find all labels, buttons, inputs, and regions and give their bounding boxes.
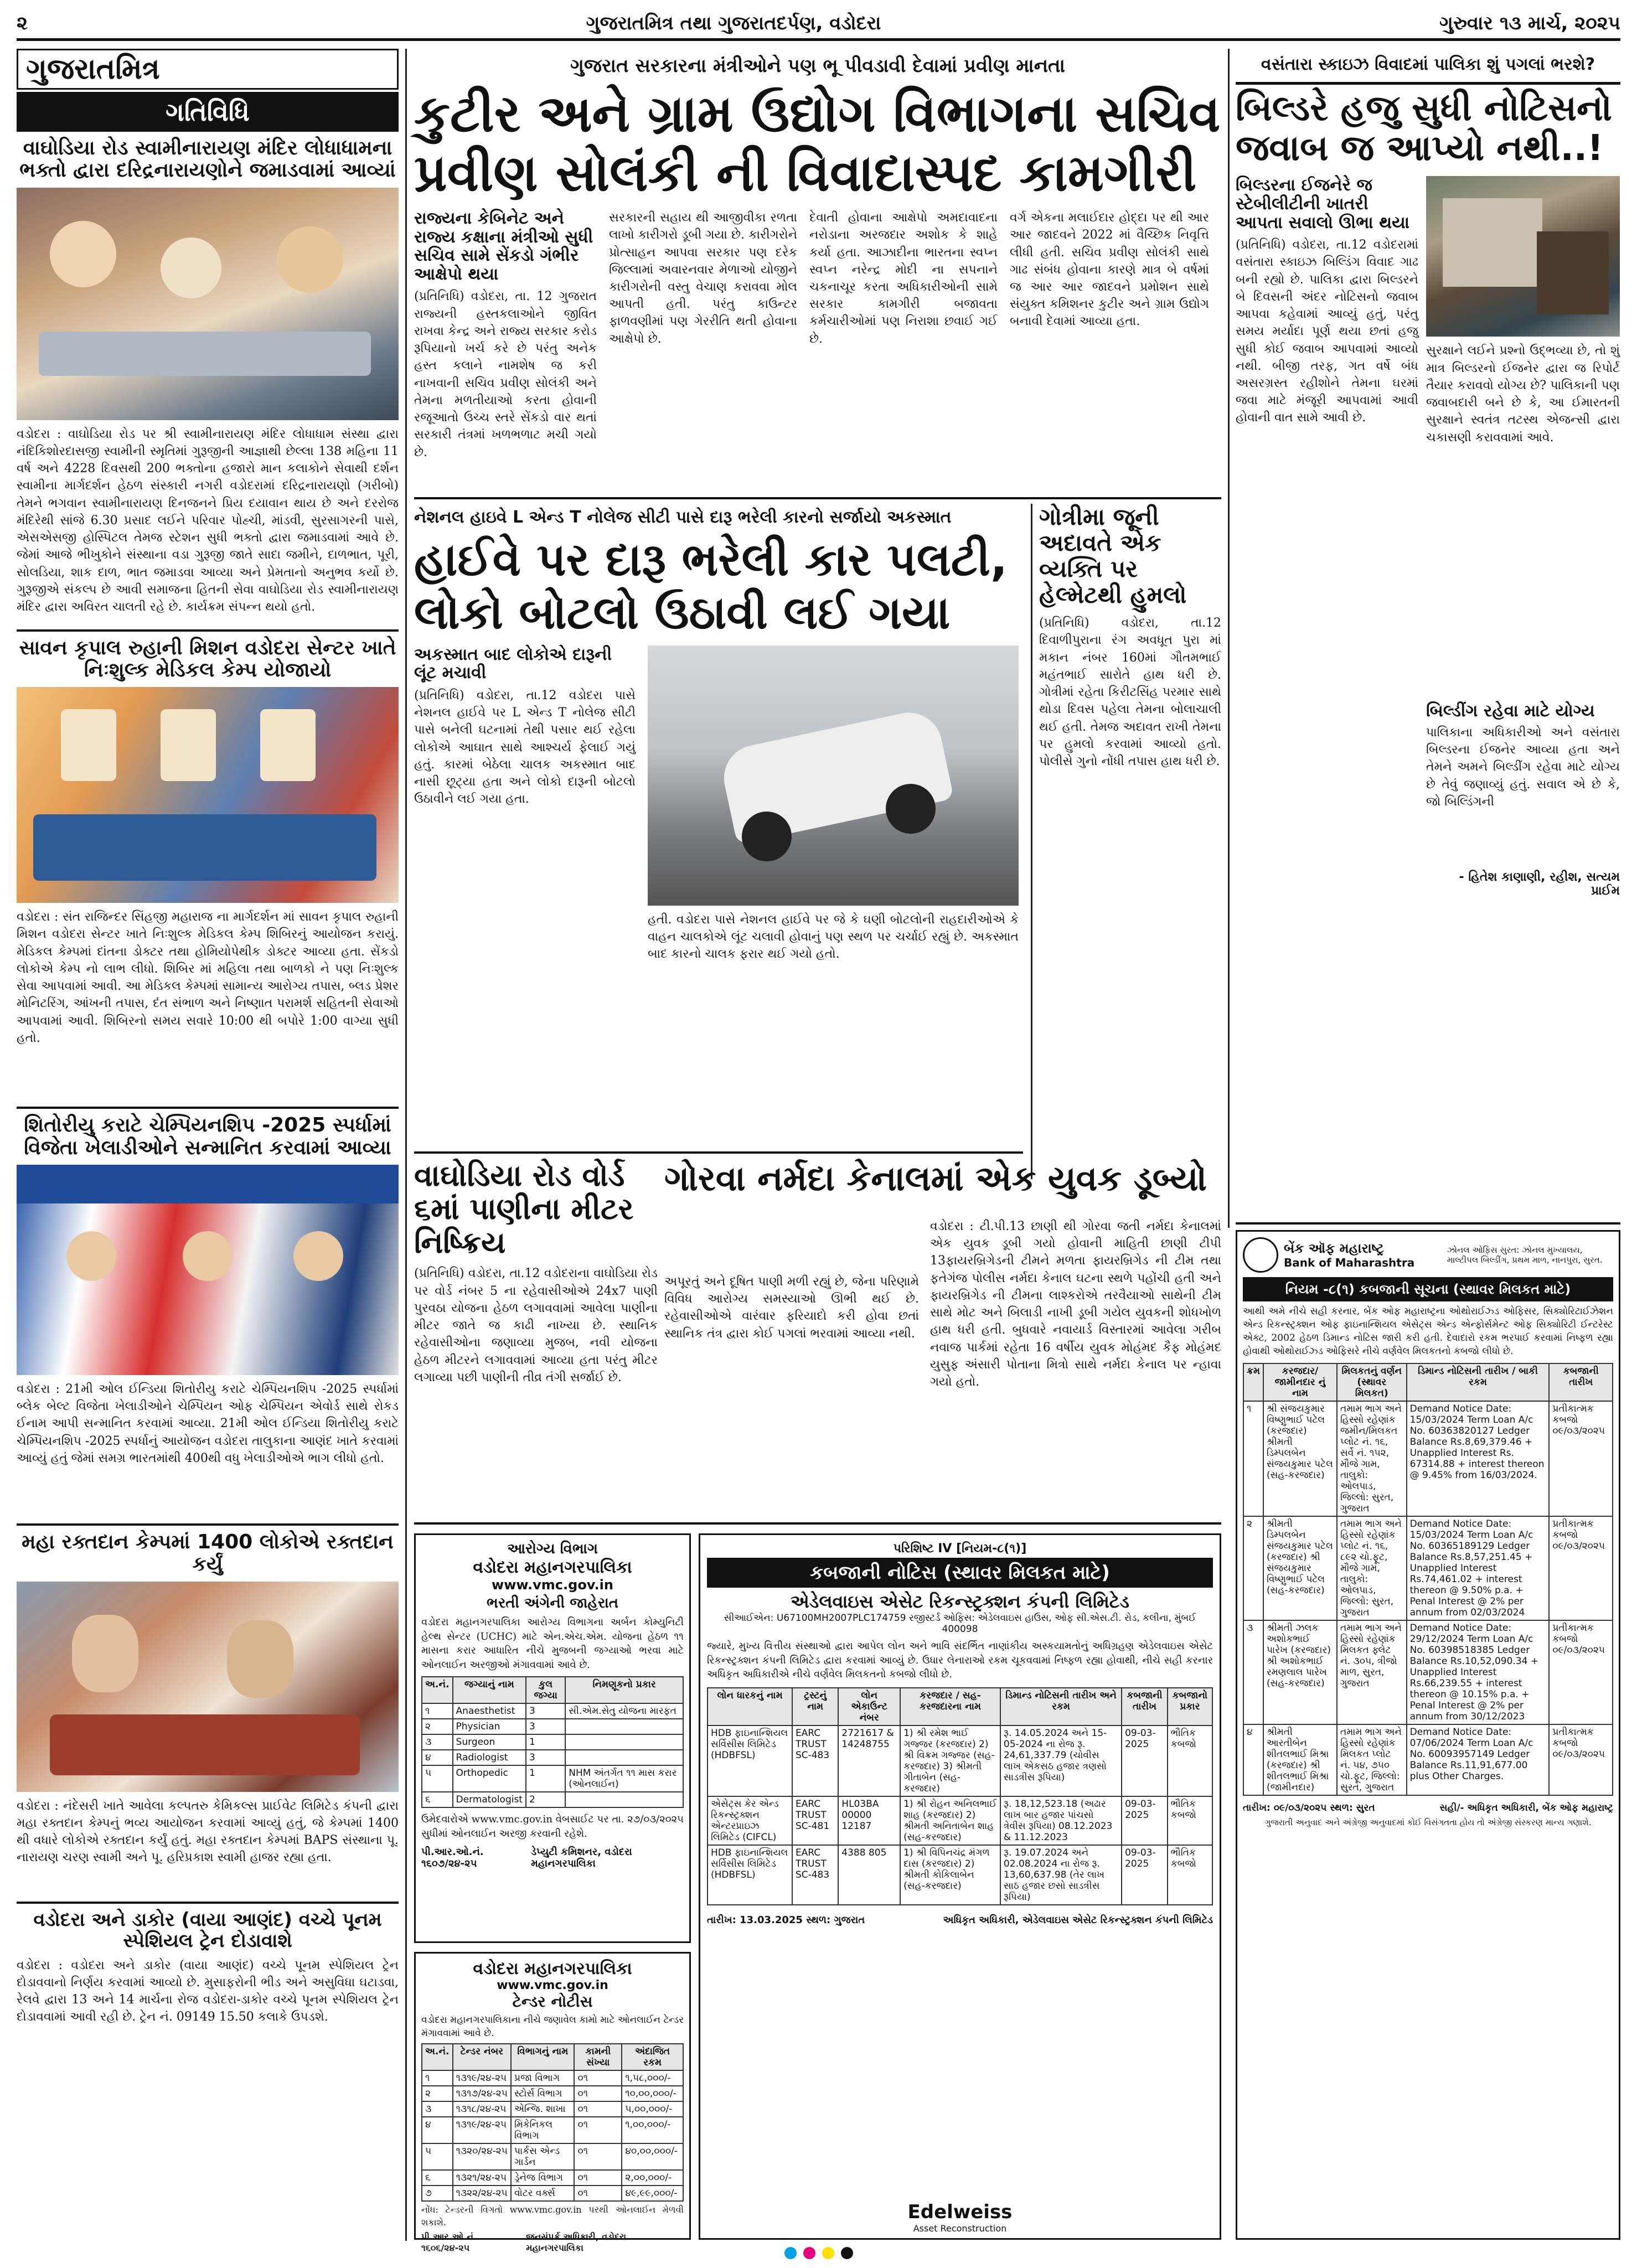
vmc-health-org: વડોદરા મહાનગરપાલિકા (473, 1558, 632, 1577)
table-row: ૬ Dermatologist 2 (422, 1792, 683, 1807)
divider (414, 497, 1221, 499)
gorva-body: વડોદરા : ટી.પી.13 છાણી થી ગોરવા જતી નર્મદા કેનાલમાં એક યુવક ડૂબી ગયો હોવાની માહિતી છાણી ટીપી 13ફાયરબ્રિગેડની ટીમને મળતા ફાયરબ્રિગેડ ની ટીમ તથા ફતેગંજ પોલીસ નર્મદા કેનાલ ઘટના સ્થળે પહોંચી હતી અને ફાયરબ્રિગેડ ની ટીમના લાશ્કરોએ તરવૈયાઓ સાથેની ટીમ સાથે મોટ અને બિલાડી નાખી ડૂબી ગયેલ યુવકની શોધખોળ હાથ ધરી હતી. બુધવારે નવાયાર્ડ વિસ્તારમાં આવેલા ગરીબ નવાજ પાર્કમાં રહેતા 16 વર્ષીય યુવક મોહંમદ કૈફ મોહંમદ યુસુફ અંસારી પોતાના મિત્રો સાથે નર્મદા કેનાલ પર ન્હાવા ગયો હતો. (930, 1220, 1221, 1389)
table-header: અંદાજિત રકમ (622, 2044, 683, 2070)
bank-name-gu: બેંક ઑફ મહારાષ્ટ્ર (1284, 1241, 1384, 1256)
table-header: અ.નં. (422, 2044, 453, 2070)
table-header: કામની સંખ્યા (574, 2044, 622, 2070)
table-row: ૨ શ્રીમતી ડિમ્પલબેન સંજયકુમાર પટેલ (કરજદાર) શ્રી સંજયકુમાર વિષ્ણુભાઈ પટેલ (સહ-કરજદાર) તમામ ભાગ અને હિસ્સો રહેણાંક પ્લોટ નં. ૧૬, ૮૯૨ ચો.ફૂટ, મૌજે ગામ, તાલુકો: ઓલપાડ, જિલ્લો: સુરત, ગુજરાત Demand Notice Date: 15/03/2024 Term Loan A/c No. 60365189129 Ledger Balance Rs.8,57,251.45 + Unapplied Interest Rs.74,461.02 + interest thereon @ 9.50% p.a. + Penal Interest @ 2% per annum from 02/03/2024 પ્રતીકાત્મક કબજો ૦૯/૦૩/૨૦૨૫ (1243, 1516, 1613, 1620)
vmc-health-ref: પી.આર.ઓ.નં. ૧૬૦૭/૨૪-૨૫ (421, 1846, 484, 1870)
story-blood-photo (17, 1582, 399, 1792)
builder-photo (1426, 176, 1620, 337)
gorva-headline: ગોરવા નર્મદા કેનાલમાં એક યુવક ડૂબ્યો (664, 1158, 1207, 1198)
story-temple-photo (17, 188, 399, 420)
bank-notice-intro: આથી અમે નીચે સહી કરનાર, બેંક ઓફ મહારાષ્ટ્રના ઓથોરાઈઝ્ડ ઓફિસર, સિક્યોરિટાઈઝેશન એન્ડ રિકન્સ્ટ્રક્શન ઓફ ફાઇનાન્શિયલ એસેટ્સ એન્ડ એન્ફોર્સમેન્ટ ઓફ સિક્યોરિટી ઈન્ટરેસ્ટ એક્ટ, 2002 હેઠળ ડિમાન્ડ નોટિસ જારી કરી હતી. દેવાદારો રકમ ભરપાઈ કરવામાં નિષ્ફળ રહ્યા હોવાથી ઓથોરાઈઝ્ડ ઓફિસરે નીચે વર્ણવેલ મિલકતનો કબજો લીધો છે. (1243, 1306, 1613, 1357)
edelweiss-title: કબજાની નોટિસ (સ્થાવર મિલકત માટે) (707, 1558, 1213, 1588)
story-temple-headline: વાઘોડિયા રોડ સ્વામીનારાયણ મંદિર લોધાધામના ભક્તો દ્વારા દરિદ્રનારાયણોને જમાડવામાં આવ્યાં (19, 137, 396, 182)
edelweiss-notice (699, 1533, 1221, 2240)
table-row: ૩ ૧૩૧૮/૨૪-૨૫ એન્જિ. શાખા ૦૧ ૫,૦૦,૦૦૦/- (422, 2101, 683, 2117)
vmc-tender-web: www.vmc.gov.in (497, 1978, 608, 1992)
bank-office: ઝોનલ ઓફિસ સુરત: ઝોનલ મુખ્યાલય, માલ્ટીપલ બિલ્ડીંગ, પ્રથમ માળ, નાનપુરા, સુરત. (1447, 1245, 1603, 1265)
table-header: ટ્રસ્ટનું નામ (792, 1688, 838, 1725)
page-number: ૨ (17, 12, 28, 34)
table-header: નિમણૂકનો પ્રકાર (565, 1677, 683, 1703)
builder-headline-line1: બિલ્ડરે હજુ સુધી નોટિસનો (1236, 82, 1620, 129)
table-row: ૪ શ્રીમતી આરતીબેન શીતલભાઈ મિશ્રા (કરજદાર) શ્રી શીતલભાઈ મિશ્રા (જામીનદાર) તમામ ભાગ અને હિસ્સો રહેણાંક મિલકત પ્લોટ નં. ૫૪, ૭૫૦ ચો.ફૂટ, જિલ્લો: સુરત, ગુજરાત Demand Notice Date: 07/06/2024 Term Loan A/c No. 60093957149 Ledger Balance Rs.11,91,677.00 plus Other Charges. પ્રતીકાત્મક કબજો ૦૯/૦૩/૨૦૨૫ (1243, 1724, 1613, 1795)
story-blood-headline: મહા રક્તદાન કેમ્પમાં 1400 લોકોએ રક્તદાન કર્યું (22, 1530, 394, 1576)
divider (17, 1523, 399, 1526)
divider (17, 1107, 399, 1109)
story-medical (17, 637, 399, 1103)
bank-logo-icon (1243, 1237, 1278, 1273)
builder-body: (પ્રતિનિધિ) વડોદરા, તા.12 વડોદરામાં વસંતારા સ્કાઇઝ બિલ્ડિંગ વિવાદ ગાઢ બની રહ્યો છે. પાલિકા દ્વારા બિલ્ડરને બે દિવસની અંદર નોટિસનો જવાબ આપવા કહેવામાં આવ્યું હતું, પરંતુ સમય મર્યાદા પૂર્ણ થયા છતાં હજુ સુધી કોઈ જવાબ આપવામાં આવ્યો નથી. બીજી તરફ, ગત વર્ષે બંધ અસરગ્રસ્ત રહીશોને તેમના ઘરમાં જવા માટે મંજૂરી આપવામાં આવી હોવાની વાત સામે આવી છે. (1236, 238, 1418, 425)
section-label: ગતિવિધિ (17, 92, 399, 132)
builder-sub-headline: બિલ્ડીંગ રહેવા માટે યોગ્ય (1426, 701, 1595, 721)
story-blood-body: વડોદરા : નંદેસરી ખાતે આવેલા કલ્પતરુ કેમિકલ્સ પ્રાઈવેટ લિમિટેડ કંપની દ્વારા મહા રક્તદાન કેમ્પનું ભવ્ય આયોજન કરવામાં આવ્યું હતું, જે કેમ્પમાં 1400 થી વધારે લોકોએ રક્તદાન કર્યું હતું. મહા રક્તદાન કેમ્પમાં BAPS સંસ્થાના પૂ. નારાયણ ચરણ સ્વામી અને પૂ. હરિપ્રકાશ સ્વામી હાજર રહ્યા હતા. (17, 1799, 399, 1865)
story-temple (17, 137, 399, 625)
vmc-health-footer: ઉમેદવારોએ www.vmc.gov.in વેબસાઈટ પર તા. ૨૭/૦૩/૨૦૨૫ સુધીમાં ઓનલાઈન અરજી કરવાની રહેશે. (421, 1814, 684, 1840)
builder-story (1236, 51, 1620, 1213)
builder-deck: બિલ્ડરના ઈજનેરે જ સ્ટેબીલીટીની ખાતરી આપતા સવાલો ઊભા થયા (1236, 175, 1410, 233)
vmc-tender-footer: નોંધ: ટેન્ડરની વિગતો www.vmc.gov.in પરથી ઓનલાઈન મેળવી શકાશે. (421, 2204, 684, 2228)
table-row: ૧ Anaesthetist 3 સી.એમ.સેતુ યોજના મારફત (422, 1703, 683, 1719)
edelweiss-address: સીઆઈએન: U67100MH2007PLC174759 રજીસ્ટર્ડ ઓફિસ: એડેલવાઇસ હાઉસ, ઓફ સી.એસ.ટી. રોડ, કલીના, મુંબઈ 400098 (724, 1613, 1196, 1635)
gotri-headline: ગોત્રીમા જૂની અદાવતે એક વ્યક્તિ પર હેલ્મેટથી હુમલો (1039, 503, 1187, 609)
builder-headline-line2: જવાબ જ આપ્યો નથી..! (1236, 127, 1604, 169)
table-header: કરજદાર/જામીનદાર નું નામ (1263, 1363, 1337, 1401)
table-row: ૫ Orthopedic 1 NHM અંતર્ગત ૧૧ માસ કરાર (ઓનલાઈન) (422, 1765, 683, 1792)
table-row: HDB ફાઇનાન્શિયલ સર્વિસીસ લિમિટેડ (HDBFSL) EARC TRUST SC-483 2721617 & 14248755 1) શ્રી રમેશ ભાઈ ગજ્જર (કરજદાર) 2) શ્રી વિક્રમ ગજ્જર (સહ-કરજદાર) 3) શ્રીમતી ગીતાબેન (સહ-કરજદાર) રૂ. 14.05.2024 અને 15-05-2024 ના રોજ રૂ. 24,61,337.79 (ચોવીસ લાખ એકસઠ હજાર ત્રણસો સાડત્રીસ રૂપિયા) 09-03-2025 ભૌતિક કબજો (708, 1725, 1212, 1796)
builder-kicker: વસંતારા સ્કાઇઝ વિવાદમાં પાલિકા શું પગલાં ભરશે? (1261, 55, 1595, 74)
builder-byline: - હિતેશ કાણાણી, રહીશ, સત્યમ પ્રાઈમ (1459, 870, 1620, 898)
table-row: ૬ ૧૩૨૧/૨૪-૨૫ ડ્રેનેજ વિભાગ ૦૧ ૨,૦૦,૦૦૦/- (422, 2170, 683, 2186)
story-blood (17, 1531, 399, 1897)
table-header: લોન ધારકનું નામ (708, 1688, 792, 1725)
story-karate-photo (17, 1165, 399, 1375)
accident-tag: નેશનલ હાઇવે L એન્ડ T નોલેજ સીટી પાસે દારૂ ભરેલી કારનો સર્જાયો અકસ્માત (414, 508, 952, 527)
divider (17, 1902, 399, 1904)
table-row: ૫ ૧૩૨૦/૨૪-૨૫ પાર્કસ એન્ડ ગાર્ડન ૦૧ ૪૦,૦૦,૦૦૦/- (422, 2143, 683, 2170)
edelweiss-logo-sub: Asset Reconstruction (913, 2223, 1007, 2234)
gotri-body: (પ્રતિનિધિ) વડોદરા, તા.12 દિવાળીપુરાના રંગ અવધૂત પુરા માં મકાન નંબર 160માં ગૌતમભાઈ મહંતભાઈ સારોતે હાથ ધરી છે. ગોત્રીમાં રહેતા કિરીટસિંહ પરમાર સાથે થોડા દિવસ પહેલા તેમના બોલાચાલી થઈ હતી. તેમજ અદાવત રાખી તેમના પર હુમલો કરવામાં આવ્યો હતો. પોલીસે ગુનો નોંધી તપાસ હાથ ધરી છે. (1039, 616, 1221, 768)
waghodia-story (414, 1159, 658, 1513)
divider (414, 1151, 1023, 1154)
story-train-body: વડોદરા : વડોદરા અને ડાકોર (વાયા આણંદ) વચ્ચે પૂનમ સ્પેશિયલ ટ્રેન દોડાવવાનો નિર્ણય કરવામાં આવ્યો છે. મુસાફરોની ભીડ અને અસુવિધા ઘટાડવા, રેલવે દ્વારા 13 અને 14 માર્ચના રોજ વડોદરા-ડાકોર વચ્ચે પૂનમ સ્પેશિયલ ટ્રેન દોડાવવામાં આવી રહી છે. ટ્રેન નં. 09149 15.50 કલાકે ઉપડશે. (17, 1958, 399, 2024)
story-medical-body: વડોદરા : સંત રાજિન્દર સિંહજી મહારાજ ના માર્ગદર્શન માં સાવન કૃપાલ રુહાની મિશન વડોદરા સેન્ટર ખાતે નિઃશુલ્ક મેડિકલ કેમ્પ શિબિરનું આયોજન કરાયું. મેડિકલ કેમ્પમાં દાંતના ડોક્ટર તથા હોમિયોપેથીક ડોક્ટર આવ્યા હતા. સેંકડો લોકોએ કેમ્પ નો લાભ લીધો. શિબિર માં મહિલા તથા બાળકો ને પણ નિઃશુલ્ક સેવા આપવામાં આવી. આ મેડિકલ કેમ્પમાં સામાન્ય આરોગ્ય તપાસ, બ્લડ પ્રેશર મોનિટરિંગ, આંખની તપાસ, દંત સંભાળ અને નિષ્ણાત પરામર્શ સહિતની સેવાઓ આપવામાં આવી. શિબિરનો સમય સવારે 10:00 થી બપોરે 1:00 વાગ્યા સુધી હતો. (17, 910, 399, 1045)
vmc-health-signer: ડેપ્યુટી કમિશનર, વડોદરા મહાનગરપાલિકા (531, 1846, 632, 1870)
vmc-tender-notice (414, 1952, 691, 2253)
table-header: ડિમાન્ડ નોટિસની તારીખ અને રકમ (1000, 1688, 1122, 1725)
vmc-health-table (421, 1676, 684, 1808)
accident-story (414, 504, 1023, 1179)
story-karate-body: વડોદરા : 21મી ઓલ ઈન્ડિયા શિતોરીયુ કરાટે ચેમ્પિયનશિપ -2025 સ્પર્ધામાં બ્લેક બેલ્ટ વિજેતા ખેલાડીઓને ચેમ્પિયન ઓફ ચેમ્પિયન એવોર્ડ સાથે રોકડ ઈનામ આપી સન્માનિત કરવામાં આવ્યા. 21મી ઓલ ઈન્ડિયા શિતોરીયુ કરાટે ચેમ્પિયનશિપ -2025 સ્પર્ધાનું આયોજન વડોદરા તાલુકાના આણંદ ખાતે કરવામાં આવ્યું હતું જેમાં સમગ્ર ભારતમાંથી 400થી વધુ ખેલાડીઓએ ભાગ લીધો હતો. (17, 1382, 399, 1465)
waghodia-body-2: અપૂરતું અને દૂષિત પાણી મળી રહ્યું છે, જેના પરિણામે વિવિધ આરોગ્ય સમસ્યાઓ ઊભી થઈ છે. રહેવાસીઓએ વારંવાર ફરિયાદો કરી હોવા છતાં સ્થાનિક તંત્ર દ્વારા કોઈ પગલાં ભરવામાં આવ્યા નથી. (664, 1275, 919, 1341)
vmc-tender-signer: જનસંપર્ક અધિકારી, વડોદરા મહાનગરપાલિકા (526, 2231, 627, 2253)
table-row: HDB ફાઇનાન્શિયલ સર્વિસીસ લિમિટેડ (HDBFSL) EARC TRUST SC-483 4388 805 1) શ્રી વિપિનચંદ્ર મંગળ દાસ (કરજદાર) 2) શ્રીમતી કોકિલાબેન (સહ-કરજદાર) રૂ. 19.07.2024 અને 02.08.2024 ના રોજ રૂ. 13,60,637.98 (તેર લાખ સાઠ હજાર છસો સાડત્રીસ રૂપિયા) 09-03-2025 ભૌતિક કબજો (708, 1845, 1212, 1905)
table-header: કબજાનો પ્રકાર (1168, 1688, 1212, 1725)
bank-notice-footnote: ગુજરાતી અનુવાદ અને અંગ્રેજી અનુવાદમાં કોઈ વિસંગતતા હોય તો અંગ્રેજી સંસ્કરણ માન્ય ગણાશે. (1264, 1817, 1592, 1827)
main-story (414, 51, 1221, 494)
vmc-tender-ref: પી.આર.ઓ.નં. ૧૬૦૬/૨૪-૨૫ (421, 2231, 477, 2253)
table-header: વિભાગનું નામ (511, 2044, 575, 2070)
table-header: મિલકતનું વર્ણન (સ્થાવર મિલકત) (1337, 1363, 1407, 1401)
accident-body: (પ્રતિનિધિ) વડોદરા, તા.12 વડોદરા પાસે નેશનલ હાઈવે પર L એન્ડ T નોલેજ સીટી પાસે બનેલી ઘટનામાં તેથી પસાર થઈ રહેલા લોકોએ આઘાત સાથે આશ્ચર્ય ફેલાઈ ગયું હતું. કારમાં બેઠેલા ચાલક અકસ્માત બાદ નાસી છૂટ્યા હતા અને લોકો દારૂની બોટલો ઉઠાવીને લઈ ગયા હતા. (414, 688, 636, 807)
vmc-health-notice (414, 1533, 691, 1943)
accident-headline-line2: લોકો બોટલો ઉઠાવી લઈ ગયા (414, 586, 951, 639)
divider (1236, 1222, 1620, 1225)
waghodia-body: (પ્રતિનિધિ) વડોદરા, તા.12 વડોદરાના વાઘોડિયા રોડ પર વોર્ડ નંબર 5 ના રહેવાસીઓએ 24x7 પાણી પુરવઠા યોજના હેઠળ લગાવવામાં આવેલા પાણીના મીટર જાતે જ કાઢી નાખ્યા છે. સ્થાનિક રહેવાસીઓના જણાવ્યા મુજબ, નવી યોજના હેઠળ મીટરને લગાવવામાં આવ્યા હતા પરંતુ મીટર લગાવ્યા પછી પાણીની તીવ્ર તંગી સર્જાઈ છે. (414, 1267, 658, 1384)
main-col1: (પ્રતિનિધિ) વડોદરા, તા. 12 ગુજરાત રાજ્યની હસ્તકલાઓને જીવિત રાખવા કેન્દ્ર અને રાજ્ય સરકાર કરોડ રૂપિયાનો ખર્ચ કરે છે પરંતુ અનેક હસ્ત કલાને નામશેષ જ કરી નાખવાની સચિવ પ્રવીણ સોલંકી અને તેમના મળતીયાઓ કરતા હોવાની રજૂઆતો ઉચ્ચ સ્તરે સેંકડો વાર થતાં સરકારી તંત્રમાં ખળભળાટ મચી ગયો છે. (414, 290, 597, 459)
edelweiss-company: એડેલવાઇસ એસેટ રિકન્સ્ટ્રક્શન કંપની લિમિટેડ (791, 1591, 1129, 1612)
waghodia-headline: વાઘોડિયા રોડ વોર્ડ ૬માં પાણીના મીટર નિષ્ક્રિય (414, 1158, 634, 1260)
vmc-health-title: ભરતી અંગેની જાહેરાત (487, 1595, 618, 1611)
table-header: કબજાની તારીખ (1122, 1688, 1168, 1725)
table-row: ૧ ૧૩૧૯/૨૪-૨૫ પ્રજા વિભાગ ૦૧ ૧,૫૮,૦૦૦/- (422, 2070, 683, 2086)
table-row: ૨ ૧૩૧૭/૨૪-૨૫ સ્ટોર્સ વિભાગ ૦૧ ૧૦,૦૦,૦૦૦/- (422, 2086, 683, 2101)
edelweiss-intro: જ્યારે, મુખ્ય વિત્તીય સંસ્થાઓ દ્વારા આપેલ લોન અને ભાવિ સંદર્ભિત નાણાંકીય અસ્કયામતોનું અધિગ્રહણ એડેલવાઇસ એસેટ રિકન્સ્ટ્રક્શન કંપની લિમિટેડ દ્વારા કરવામાં આવ્યું છે. ઉધાર લેનારાઓ રકમ ચૂકવવામાં નિષ્ફળ રહ્યા હોવાથી, નીચે સહી કરનાર અધિકૃત અધિકારીએ નીચે વર્ણવેલ મિલકતનો કબજો લીધો છે. (707, 1640, 1213, 1681)
divider (414, 1522, 1221, 1525)
table-header: ડિમાન્ડ નોટિસની તારીખ / બાકી રકમ (1407, 1363, 1550, 1401)
story-train-headline: વડોદરા અને ડાકોર (વાયા આણંદ) વચ્ચે પૂનમ સ્પેશિયલ ટ્રેન દોડાવાશે (33, 1908, 382, 1952)
story-karate (17, 1114, 399, 1519)
left-column (17, 49, 399, 2241)
main-col4: વર્ગ એકના મલાઈદાર હોદ્દા પર થી આર આર જાદવને 2022 માં વૈચ્છિક નિવૃત્તિ લીધી હતી. સચિવ પ્રવીણ સોલંકી સાથે ગાઢ સંબંધ હોવાના કારણે માત્ર બે વર્ષમાં જ આર આર જાદવને પ્રમોશન સાથે સંયુક્ત કમિશનર કુટીર અને ગ્રામ ઉદ્યોગ બનાવી દેવામાં આવ્યા હતા. (1010, 211, 1209, 329)
edelweiss-signature: અધિકૃત અધિકારી, એડેલવાઇસ એસેટ રિકન્સ્ટ્રક્શન કંપની લિમિટેડ (943, 1914, 1213, 1926)
column-divider (1228, 49, 1230, 1228)
bank-notice-title: નિયમ -૮(૧) કબજાની સૂચના (સ્થાવર મિલકત માટે) (1243, 1277, 1613, 1301)
vmc-tender-org: વડોદરા મહાનગરપાલિકા (473, 1959, 632, 1978)
edelweiss-table (707, 1687, 1213, 1905)
table-row: ૩ શ્રીમતી ઝલક અશોકભાઈ પારેખ (કરજદાર) શ્રી અશોકભાઈ રમણલાલ પારેખ (સહ-કરજદાર) તમામ ભાગ અને હિસ્સો રહેણાંક મિલકત ફ્લેટ નં. ૩૦૫, ત્રીજો માળ, સુરત, ગુજરાત Demand Notice Date: 29/12/2024 Term Loan A/c No. 60398518385 Ledger Balance Rs.10,52,090.34 + Unapplied Interest Rs.66,239.55 + interest thereon @ 10.15% p.a. + Penal Interest @ 2% per annum from 30/12/2023 પ્રતીકાત્મક કબજો ૦૯/૦૩/૨૦૨૫ (1243, 1620, 1613, 1724)
vmc-health-dept: આરોગ્ય વિભાગ (507, 1541, 598, 1557)
vmc-tender-title: ટેન્ડર નોટીસ (512, 1992, 593, 2011)
vmc-health-web: www.vmc.gov.in (492, 1577, 613, 1593)
table-header: લોન એકાઉન્ટ નંબર (838, 1688, 900, 1725)
table-header: ક્રમ (1243, 1363, 1263, 1401)
table-row: ૩ Surgeon 1 (422, 1734, 683, 1750)
table-row: ૪ Radiologist 3 (422, 1750, 683, 1765)
edelweiss-logo (700, 2201, 1220, 2234)
issue-date: ગુરુવાર ૧૩ માર્ચ, ૨૦૨૫ (1439, 12, 1620, 34)
gotri-story (1031, 504, 1221, 1179)
accident-body-2: હતી. વડોદરા પાસે નેશનલ હાઈવે પર જે કે ઘણી બોટલોની રાહદારીઓએ કે વાહન ચાલકોએ લૂંટ ચલાવી હોવાનું પણ સ્થળ પર ચર્ચાઈ રહ્યું છે. અકસ્માત બાદ કારનો ચાલક ફરાર થઈ ગયો હતો. (648, 912, 1019, 962)
print-registration-marks (0, 2247, 1637, 2261)
table-row: એસેટ્સ કેર એન્ડ રિકન્સ્ટ્રક્શન એન્ટરપ્રાઇઝ લિમિટેડ (CIFCL) EARC TRUST SC-481 HL03BA 00000 12187 1) શ્રી રોહન અનિલભાઈ શાહ (કરજદાર) 2) શ્રીમતી અનિતાબેન શાહ (સહ-કરજદાર) રૂ. 18,12,523.18 (અઢાર લાખ બાર હજાર પાંચસો ત્રેવીસ રૂપિયા) 08.12.2023 & 11.12.2023 09-03-2025 ભૌતિક કબજો (708, 1796, 1212, 1845)
vmc-tender-table (421, 2043, 684, 2202)
main-col3: દેવાતી હોવાના આક્ષેપો અમદાવાદના નરોડાના અરજદાર અશોક કે શાહે કર્યા હતા. આઝાદીના ભારતના સ્વપ્ન સ્વપ્ન નરેન્દ્ર મોદી ના સપનાને ચકનાચૂર કરતા અધિકારીઓની સામે સરકાર કામગીરી બજાવતા કર્મચારીઓમાં પણ નિરાશા છવાઈ ગઈ છે. (809, 211, 998, 346)
story-karate-headline: શિતોરીયુ કરાટે ચેમ્પિયનશિપ -2025 સ્પર્ધામાં વિજેતા ખેલાડીઓને સન્માનિત કરવામાં આવ્યા (24, 1114, 391, 1159)
table-header: કરજદાર / સહ-કરજદારના નામ (900, 1688, 1000, 1725)
bank-name-en: Bank of Maharashtra (1284, 1256, 1415, 1269)
page-header (17, 8, 1620, 41)
story-medical-photo (17, 687, 399, 903)
vmc-health-intro: વડોદરા મહાનગરપાલિકા આરોગ્ય વિભાગના અર્બન કોમ્યુનિટી હેલ્થ સેન્ટર (UCHC) માટે એન.એચ.એમ. યોજના હેઠળ ૧૧ માસના કરાર આધારિત નીચે મુજબની જગ્યાઓ ભરવા માટે ઓનલાઈન અરજીઓ મંગાવવામાં આવે છે. (421, 1616, 684, 1671)
edelweiss-date-place: તારીખ: 13.03.2025 સ્થળ: ગુજરાત (707, 1914, 865, 1926)
table-header: અ.નં. (422, 1677, 453, 1703)
publication-line: ગુજરાતમિત્ર તથા ગુજરાતદર્પણ, વડોદરા (586, 12, 881, 34)
story-train (17, 1909, 399, 2062)
main-kicker: ગુજરાત સરકારના મંત્રીઓને પણ ભૂ પીવડાવી દેવામાં પ્રવીણ માનતા (414, 51, 1221, 81)
table-row: ૭ ૧૩૨૨/૨૪-૨૫ વોટર વર્ક્સ ૦૧ ૪૯,૯૯,૦૦૦/- (422, 2186, 683, 2201)
builder-sub-body: પાલિકાના અધિકારીઓ અને વસંતારા બિલ્ડરના ઈજનેર આવ્યા હતા અને તેમને અમને બિલ્ડીંગ રહેવા માટે યોગ્ય છે તેવું જણાવ્યું હતું. સવાલ એ છે કે, જો બિલ્ડિંગની (1426, 725, 1620, 809)
table-header: જગ્યાનું નામ (453, 1677, 526, 1703)
bank-notice-signature: સહી/- અધિકૃત અધિકારી, બેંક ઓફ મહારાષ્ટ્ર (1439, 1802, 1613, 1814)
table-header: કુલ જગ્યા (526, 1677, 565, 1703)
gorva-body-wrap (930, 1218, 1221, 1506)
divider (17, 629, 399, 632)
accident-deck: અકસ્માત બાદ લોકોએ દારૂની લૂંટ મચાવી (414, 644, 612, 683)
edelweiss-appendix: પરિશિષ્ટ IV [નિયમ-૮(૧)] (893, 1542, 1027, 1556)
edelweiss-logo-text: Edelweiss (907, 2201, 1013, 2223)
bank-notice (1236, 1230, 1620, 2240)
bank-notice-table (1243, 1363, 1613, 1796)
main-headline-line1: કુટીર અને ગ્રામ ઉદ્યોગ વિભાગના સચિવ (414, 84, 1221, 143)
bank-notice-date-place: તારીખ: ૦૯/૦૩/૨૦૨૫ સ્થળ: સુરત (1243, 1802, 1375, 1814)
masthead-logo: ગુજરાતમિત્ર (17, 49, 399, 90)
table-row: ૨ Physician 3 (422, 1719, 683, 1734)
accident-headline-line1: હાઈવે પર દારૂ ભરેલી કાર પલટી, (414, 534, 1008, 586)
table-header: ટેન્ડર નંબર (453, 2044, 511, 2070)
main-deck: રાજ્યના કેબિનેટ અને રાજ્ય કક્ષાના મંત્રીઓ સુધી સચિવ સામે સેંકડો ગંભીર આક્ષેપો થયા (414, 209, 593, 284)
vmc-tender-intro: વડોદરા મહાનગરપાલિકાના નીચે જણાવેલ કામો માટે ઓનલાઈન ટેન્ડર મંગાવવામાં આવે છે. (421, 2014, 684, 2039)
table-header: કબજાની તારીખ (1549, 1363, 1613, 1401)
story-medical-headline: સાવન કૃપાલ રુહાની મિશન વડોદરા સેન્ટર ખાતે નિઃશુલ્ક મેડિકલ કેમ્પ યોજાયો (19, 636, 396, 681)
main-col2: સરકારની સહાય થી આજીવીકા રળતા લાખો કારીગરો ડૂબી ગયા છે. કારીગરોને પ્રોત્સાહન આપવા સરકાર પણ દરેક જિલ્લામાં અવારનવાર મેળાઓ યોજીને કારીગરોની વસ્તુ વેચાણ કરાવવા મોલ આપતી હતી. પરંતુ કાઉન્ટર ફાળવણીમાં પણ ગેરરીતિ થતી હોવાના આક્ષેપો છે. (609, 211, 797, 346)
main-headline-line2: પ્રવીણ સોલંકી ની વિવાદાસ્પદ કામગીરી (414, 143, 1197, 203)
accident-photo (648, 645, 1019, 906)
builder-body-2: સુરક્ષાને લઈને પ્રશ્નો ઉદ્ભવ્યા છે, તો શું માત્ર બિલ્ડરનો ઈજનેર દ્વારા જ રિપોર્ટ તૈયાર કરાવવો યોગ્ય છે? પાલિકાની પણ જવાબદારી બને છે કે, આ ઈમારતની સુરક્ષાને સ્વતંત્ર તટસ્થ એજન્સી દ્વારા ચકાસણી કરાવવામાં આવે. (1426, 344, 1620, 445)
table-row: ૧ શ્રી સંજયકુમાર વિષ્ણુભાઈ પટેલ (કરજદાર) શ્રીમતી ડિમ્પલબેન સંજયકુમાર પટેલ (સહ-કરજદાર) તમામ ભાગ અને હિસ્સો રહેણાંક જમીન/મિલકત પ્લોટ નં. ૧૬, સર્વે નં. ૧૫૨, મૌજે ગામ, તાલુકો: ઓલપાડ, જિલ્લો: સુરત, ગુજરાત Demand Notice Date: 15/03/2024 Term Loan A/c No. 60363820127 Ledger Balance Rs.8,69,379.46 + Unapplied Interest Rs. 67314.88 + interest thereon @ 9.45% from 16/03/2024. પ્રતીકાત્મક કબજો ૦૯/૦૩/૨૦૨૫ (1243, 1401, 1613, 1516)
story-temple-body: વડોદરા : વાઘોડિયા રોડ પર શ્રી સ્વામીનારાયણ મંદિર લોધાધામ સંસ્થા દ્વારા નંદિકિશોરદાસજી સ્વામીની સ્મૃતિમાં ગુરૂજીની આજ્ઞાથી છેલ્લા 138 મહિના 11 વર્ષ અને 4228 દિવસથી 200 ભક્તોના હજારો માન કલાકોને સેવાથી દર્શન સ્વામીના માર્ગદર્શન હેઠળ સંસ્કારી નગરી વડોદરામાં દરિદ્રનારાયણો (ગરીબો) તેમને ભગવાન સ્વામીનારાયણ દિનજનને પ્રિય દયાવાન થાય છે અને દરરોજ મંદિરેથી સાંજે 6.30 પ્રસાદ લઈને પરિવાર પોહ્ચી, માંડવી, સુરસાગરની પાસે, એસએસજી હોસ્પિટલ તેમજ સ્ટેશન સુધી ભક્તો દ્વારા જમાડવામાં આવે છે. જેમાં આજે ભીખુકોને સંસ્થાના વડા ગુરૂજી જાતે સાદા જમીને, દાળભાત, પૂરી, સોલડિયા, શાક દાળ, ભાત જમાડવા આવ્યા અને પ્રેમતાનો અનુભવ કર્યો છે. ગુરૂજીએ સંકલ્પ છે આવી સમાજના હિતની સેવા વાઘોડિયા રોડ સ્વામીનારાયણ મંદિર દ્વારા અવિરત ચાલતી રહે છે. કાર્યક્રમ સંપન્ન થયો હતો. (17, 427, 399, 614)
column-divider (405, 49, 407, 2241)
table-row: ૪ ૧૩૧૯/૨૪-૨૫ મિકેનિકલ વિભાગ ૦૧ ૧,૦૦,૦૦૦/- (422, 2117, 683, 2143)
